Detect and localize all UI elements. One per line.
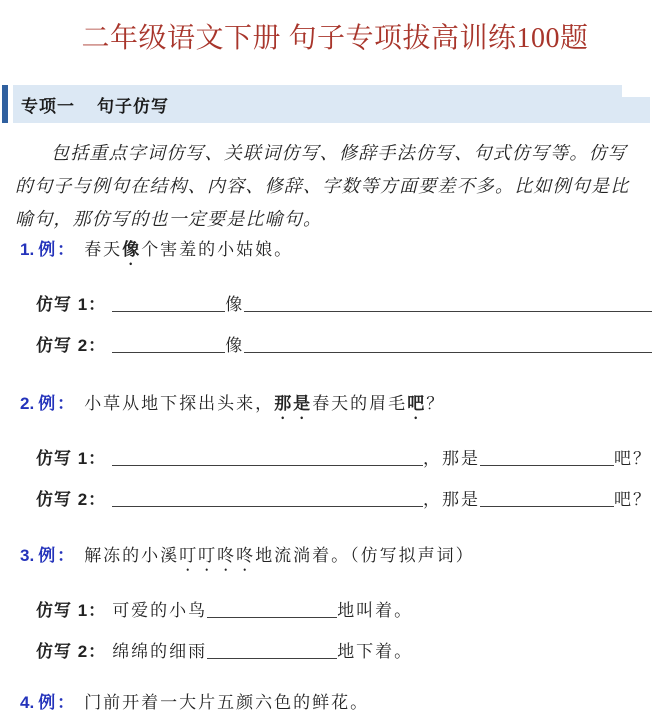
answer-fixed-text: 像 [225,336,245,355]
intro-line: 的句子与例句在结构、内容、修辞、字数等方面要差不多。比如例句是比 [15,176,630,196]
example-block-3 [15,544,655,664]
sentence-text: 门前开着一大片五颜六色的鲜花。 [84,693,370,712]
intro-line: 喻句，那仿写的也一定要是比喻句。 [15,209,323,229]
section-header-notch [622,85,650,97]
example-label: 例： [38,546,77,565]
example-number: 4. [20,693,35,712]
answer-blank [480,506,614,507]
sentence-emphasis: 那是 [274,394,313,413]
answer-blank [112,311,225,312]
example-number: 1. [20,240,35,259]
answer-row-label: 仿写 2： [36,336,107,355]
answer-row [36,599,652,623]
intro-line: 包括重点字词仿写、关联词仿写、修辞手法仿写、句式仿写等。仿写 [51,143,627,163]
example-label: 例： [38,394,77,413]
example-sentence-4 [20,691,655,715]
example-sentence-1 [20,238,655,269]
answer-fixed-text: 像 [225,295,245,314]
sentence-text: 地流淌着。（仿写拟声词） [255,546,475,565]
example-number: 3. [20,546,35,565]
section-label: 专项一 [21,96,75,116]
section-header-background [13,85,650,123]
sentence-text: 春天的眉毛 [312,394,408,413]
answer-row [36,640,652,664]
answer-blank [207,617,337,618]
sentence-emphasis: 吧 [407,394,427,413]
answer-blank [244,311,652,312]
answer-row-label: 仿写 1： [36,601,107,620]
intro-paragraph [15,137,657,236]
answer-fixed-text: ，那是 [423,449,480,468]
answer-row [36,488,652,512]
answer-fixed-text: 绵绵的细雨 [112,642,208,661]
answer-blank [112,506,423,507]
example-sentence-3 [20,544,655,575]
sentence-text: 小草从地下探出头来， [84,394,275,413]
answer-fixed-text: ，那是 [423,490,480,509]
answer-row [36,293,652,317]
answer-blank [207,658,337,659]
answer-row-label: 仿写 2： [36,490,107,509]
example-block-4 [15,691,655,715]
example-sentence-2 [20,392,655,423]
answer-blank [244,352,652,353]
answer-fixed-text: 地下着。 [337,642,414,661]
answer-row-label: 仿写 2： [36,642,107,661]
answer-row-label: 仿写 1： [36,295,107,314]
answer-row [36,447,652,471]
section-header [2,85,655,123]
page-title: 二年级语文下册 句子专项拔高训练100题 [81,23,589,54]
example-number: 2. [20,394,35,413]
sentence-text: 春天 [84,240,123,259]
answer-blank [112,465,423,466]
answer-row-label: 仿写 1： [36,449,107,468]
example-label: 例： [38,693,77,712]
sentence-text: ？ [426,394,446,413]
sentence-text: 解冻的小溪 [84,546,180,565]
example-block-1 [15,238,655,358]
section-title: 句子仿写 [97,96,169,116]
answer-row [36,334,652,358]
example-block-2 [15,392,655,512]
sentence-emphasis: 叮叮咚咚 [179,546,256,565]
answer-fixed-text: 可爱的小鸟 [112,601,208,620]
answer-blank [112,352,225,353]
answer-fixed-text: 吧？ [614,490,652,509]
answer-blank [480,465,614,466]
answer-fixed-text: 地叫着。 [337,601,414,620]
sentence-text: 个害羞的小姑娘。 [141,240,294,259]
answer-fixed-text: 吧？ [614,449,652,468]
example-label: 例： [38,240,77,259]
sentence-emphasis: 像 [122,240,142,259]
